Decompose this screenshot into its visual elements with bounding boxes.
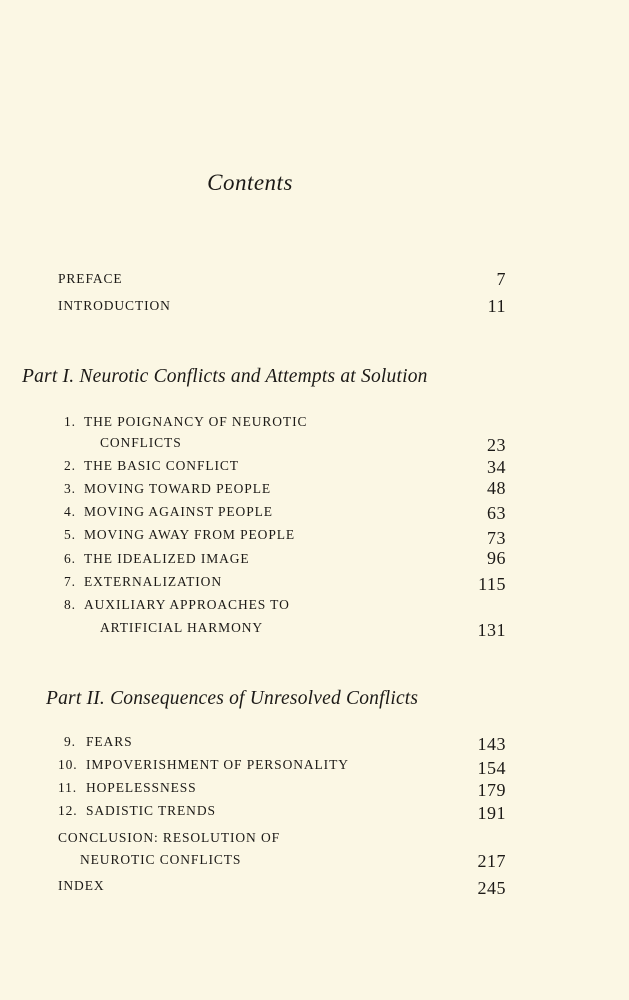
chapter-title: SADISTIC TRENDS <box>86 803 216 818</box>
chapter-title: HOPELESSNESS <box>86 780 197 795</box>
chapter-number: 10. <box>58 757 78 772</box>
chapter-page: 63 <box>487 503 506 523</box>
chapter-number: 11. <box>58 780 78 795</box>
chapter-number: 6. <box>64 551 76 566</box>
chapter-number: 4. <box>64 504 76 519</box>
chapter-title: THE IDEALIZED IMAGE <box>84 551 250 566</box>
chapter-page: 23 <box>487 435 506 455</box>
toc-chapter <box>64 733 506 753</box>
chapter-page: 34 <box>487 457 506 477</box>
chapter-page: 96 <box>487 548 506 568</box>
toc-entry-page: 245 <box>477 878 506 898</box>
chapter-title: IMPOVERISHMENT OF PERSONALITY <box>86 757 349 772</box>
chapter-number: 2. <box>64 458 76 473</box>
chapter-title: THE BASIC CONFLICT <box>84 458 239 473</box>
toc-chapter <box>64 480 506 500</box>
toc-entry-introduction <box>58 297 506 317</box>
chapter-title: EXTERNALIZATION <box>84 574 222 589</box>
toc-entry-label: CONCLUSION: RESOLUTION OF <box>58 830 281 845</box>
chapter-number: 7. <box>64 574 76 589</box>
toc-entry-preface <box>58 270 506 290</box>
chapter-page: 73 <box>487 528 506 548</box>
chapter-page: 191 <box>477 803 506 823</box>
toc-chapter <box>64 550 506 570</box>
chapter-number: 8. <box>64 597 76 612</box>
chapter-page: 48 <box>487 478 506 498</box>
toc-chapter <box>58 756 506 776</box>
chapter-number: 9. <box>64 734 76 749</box>
toc-entry-label: PREFACE <box>58 271 123 286</box>
toc-chapter <box>64 413 506 455</box>
toc-entry-page: 11 <box>487 296 506 316</box>
chapter-page: 131 <box>477 620 506 640</box>
chapter-title: FEARS <box>86 734 133 749</box>
toc-entry-page: 7 <box>496 269 506 289</box>
toc-entry-label-cont: NEUROTIC CONFLICTS <box>80 852 242 867</box>
toc-chapter <box>64 526 506 546</box>
toc-chapter <box>64 503 506 523</box>
toc-chapter <box>58 802 506 822</box>
chapter-title: MOVING TOWARD PEOPLE <box>84 481 272 496</box>
toc-entry-conclusion <box>58 829 506 871</box>
toc-chapter <box>64 573 506 593</box>
toc-entry-label: INDEX <box>58 878 105 893</box>
toc-entry-page: 217 <box>477 851 506 871</box>
chapter-title-cont: ARTIFICIAL HARMONY <box>100 620 264 635</box>
toc-chapter <box>64 596 506 640</box>
chapter-number: 3. <box>64 481 76 496</box>
chapter-page: 115 <box>478 574 506 594</box>
toc-chapter <box>64 457 506 477</box>
chapter-title: AUXILIARY APPROACHES TO <box>84 597 290 612</box>
chapter-page: 143 <box>477 734 506 754</box>
part-heading: Part II. Consequences of Unresolved Conflicts <box>46 688 419 709</box>
chapter-title: MOVING AWAY FROM PEOPLE <box>84 527 296 542</box>
toc-entry-index <box>58 877 506 897</box>
toc-chapter <box>58 779 506 799</box>
chapter-title: THE POIGNANCY OF NEUROTIC <box>84 414 308 429</box>
toc-entry-label: INTRODUCTION <box>58 298 171 313</box>
chapter-page: 179 <box>477 780 506 800</box>
chapter-number: 5. <box>64 527 76 542</box>
chapter-title-cont: CONFLICTS <box>100 435 182 450</box>
chapter-title: MOVING AGAINST PEOPLE <box>84 504 273 519</box>
chapter-number: 12. <box>58 803 78 818</box>
part-heading: Part I. Neurotic Conflicts and Attempts at Solution <box>22 366 428 387</box>
page-title: Contents <box>207 170 293 195</box>
chapter-page: 154 <box>477 758 506 778</box>
chapter-number: 1. <box>64 414 76 429</box>
